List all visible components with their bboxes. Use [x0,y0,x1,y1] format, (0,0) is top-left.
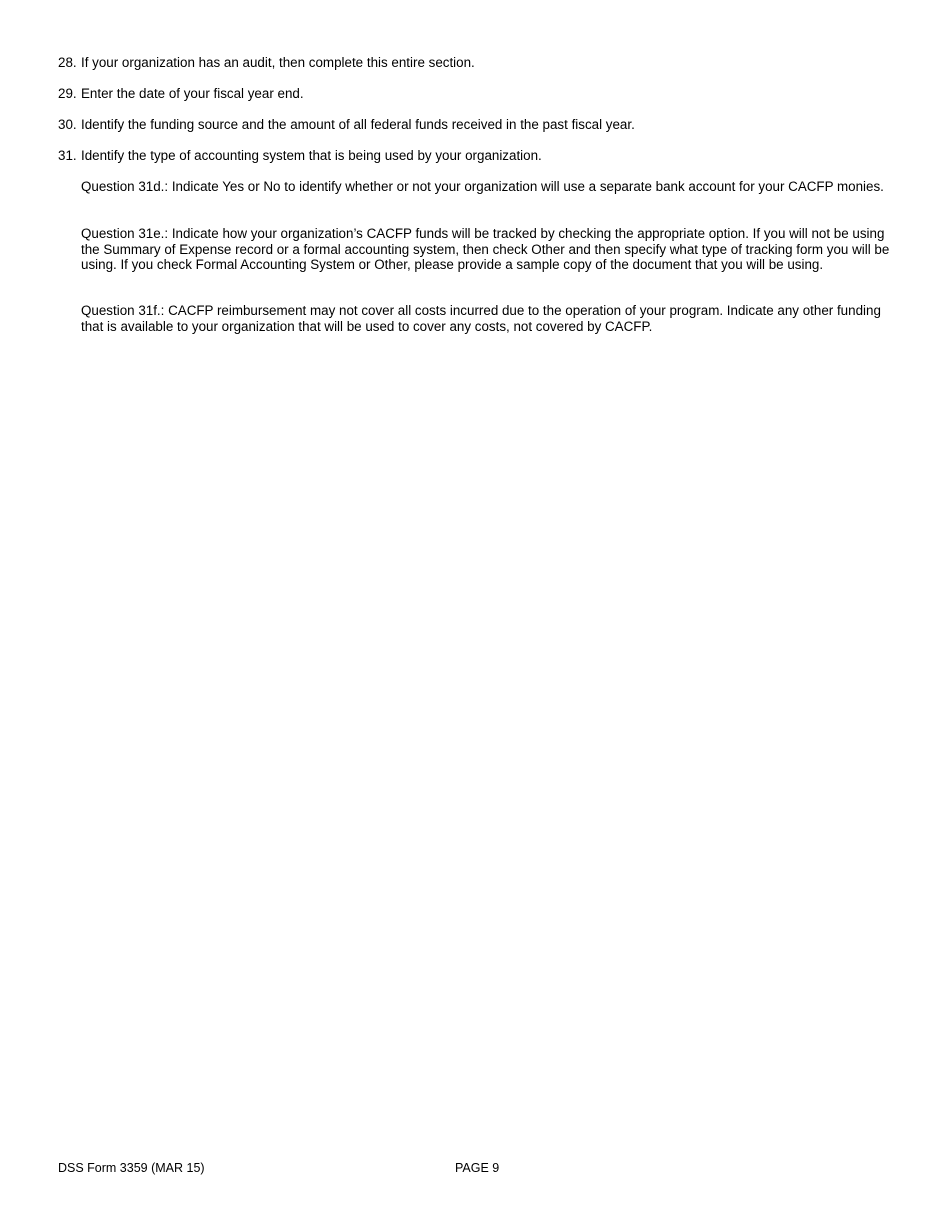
instruction-number: 28. [58,55,77,70]
form-id-footer: DSS Form 3359 (MAR 15) [58,1161,205,1175]
instruction-item-31 [58,148,898,164]
instruction-item-30 [58,117,898,133]
instruction-text: Identify the type of accounting system that is being used by your organization. [81,148,542,163]
instruction-number: 30. [58,117,77,132]
instruction-text: If your organization has an audit, then complete this entire section. [81,55,475,70]
instruction-text: Enter the date of your fiscal year end. [81,86,304,101]
instruction-item-29 [58,86,898,102]
instruction-number: 29. [58,86,77,101]
sub-question-31e: Question 31e.: Indicate how your organization’s CACFP funds will be tracked by checking the appropriate option. If you will not be using the Summary of Expense record or a formal accounting system, then check Other and then specify what type of tracking form you will be using. If you check Formal Accounting System or Other, please provide a sample copy of the document that you will be using. [81,226,890,272]
page-number-footer: PAGE 9 [455,1161,500,1175]
sub-question-31d: Question 31d.: Indicate Yes or No to identify whether or not your organization will use a separate bank account for your CACFP monies. [81,179,884,194]
instruction-item-28 [58,55,898,71]
sub-question-31f: Question 31f.: CACFP reimbursement may not cover all costs incurred due to the operation of your program. Indicate any other funding that is available to your organization that will be used to cover any costs, not covered by CACFP. [81,303,881,334]
instruction-text: Identify the funding source and the amount of all federal funds received in the past fiscal year. [81,117,635,132]
instruction-number: 31. [58,148,77,163]
